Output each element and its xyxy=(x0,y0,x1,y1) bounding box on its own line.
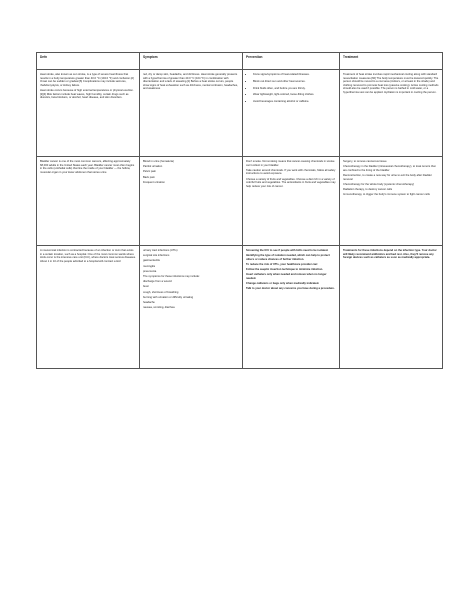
treatment-line: Surgery, to remove cancerous tissue xyxy=(343,160,387,163)
prevention-paragraph: Take caution around chemicals. If you work with chemicals, follow all safety instructions to avoid exposure. xyxy=(246,168,336,176)
prevention-line: Identifying the type of isolation needed, which can help to protect others or reduce chances of further infection. xyxy=(246,254,330,261)
header-symptom: Symptom xyxy=(140,53,243,70)
symptom-paragraph: red, dry or damp skin, headache, and dizziness. Heat stroke generally presents with a hyperthermia of greater than 40.0 °C (104 °F) in combination with disorientation and a lack of sweating.[1] Before a heat stroke occurs, people show signs of heat exhaustion such as dizziness, mental confusion, headaches, and weakness xyxy=(143,73,239,91)
prevention-paragraph: Don't smoke. Not smoking means that cancer-causing chemicals in smoke can't collect in your bladder. xyxy=(246,160,335,167)
symptom-line: Blood in urine (hematuria) xyxy=(143,160,174,163)
cell-prevention xyxy=(243,157,340,246)
table-row-bladder-cancer xyxy=(37,157,443,246)
symptom-line: The symptoms for these infections may include: xyxy=(143,274,200,278)
table-row-heat-stroke xyxy=(37,70,443,157)
list-item: • Know signs/symptoms of heat-related illnesses. xyxy=(253,73,336,77)
cell-treatment xyxy=(340,157,443,246)
cell-symptom xyxy=(140,70,243,157)
symptom-line: Painful urination xyxy=(143,165,163,169)
symptom-line: nausea, vomiting, diarrhea xyxy=(143,306,175,310)
list-item: • Drink fluids often, and before you are thirsty. xyxy=(253,87,336,91)
cell-defn xyxy=(37,70,140,157)
treatment-line: Immunotherapy, to trigger the body's immune system to fight cancer cells xyxy=(343,193,430,197)
prevention-paragraph: Choose a variety of fruits and vegetables. Choose a diet rich in a variety of colorful fruits and vegetables. The antioxidants in fruits and vegetables may help reduce your risk of cancer. xyxy=(246,177,336,188)
prevention-line: Insert catheters only when needed and remove when no longer needed. xyxy=(246,273,327,280)
cell-symptom xyxy=(140,246,243,369)
list-item: • Block out direct sun and other heat sources. xyxy=(253,80,336,84)
list-item: • Wear lightweight, light-colored, loose-fitting clothes. xyxy=(253,93,336,97)
prevention-line: Screening the ICU to see if people with HAIs need to be isolated. xyxy=(246,249,329,252)
symptom-line: cough, shortness of breathing xyxy=(143,290,179,294)
symptom-line: pneumonia xyxy=(143,269,157,273)
symptom-line: urinary tract infections (UTIs) xyxy=(143,249,178,252)
symptom-line: meningitis xyxy=(143,264,156,268)
header-treatment: Treatment xyxy=(340,53,443,70)
header-prevention: Prevention xyxy=(243,53,340,70)
treatment-line: Chemotherapy for the whole body (systemic chemotherapy) xyxy=(343,182,415,186)
document-sheet xyxy=(36,52,442,369)
table-row-nosocomial-infection xyxy=(37,246,443,369)
symptom-line: discharge from a wound xyxy=(143,280,172,284)
prevention-line: Change catheters or bags only when medically indicated. xyxy=(246,282,320,286)
symptom-line: headache xyxy=(143,300,155,304)
prevention-line: Talk to your doctor about any concerns you have during a procedure. xyxy=(246,287,335,291)
prevention-line: Follow the aseptic insertion technique to minimize infection. xyxy=(246,268,324,272)
cell-defn xyxy=(37,157,140,246)
treatment-line: Chemotherapy in the bladder (intravesical chemotherapy), to treat tumors that are confined to the lining of the bladder xyxy=(343,165,436,172)
prevention-line: To reduce the risk of UTIs, your healthcare provider can: xyxy=(246,262,319,266)
prevention-list xyxy=(246,73,336,104)
symptom-line: Back pain xyxy=(143,175,155,179)
defn-paragraph: Heat stroke occurs because of high external temperatures or physical exertion.[2][4] Risk factors include heat waves, high humidity, certain drugs such as diuretics, beta blockers, or alcohol, heart disease, and skin disorders. xyxy=(40,88,134,100)
list-item: • Avoid beverages containing alcohol or caffeine. xyxy=(253,100,336,104)
symptom-line: Pelvic pain xyxy=(143,170,156,174)
symptom-line: Frequent urination xyxy=(143,180,165,184)
treatment-line: Reconstruction, to create a new way for urine to exit the body after bladder removal xyxy=(343,173,432,181)
cell-prevention xyxy=(243,246,340,369)
cell-treatment xyxy=(340,70,443,157)
cell-treatment xyxy=(340,246,443,369)
symptom-line: gastroenteritis xyxy=(143,259,160,263)
cell-symptom xyxy=(140,157,243,246)
symptom-line: burning with urination or difficulty urinating xyxy=(143,295,194,299)
treatment-line: Radiation therapy, to destroy cancer cells xyxy=(343,187,393,191)
symptom-line: surgical site infections xyxy=(143,254,170,258)
defn-paragraph: A nosocomial infection is contracted because of an infection or toxin that exists in a certain location, such as a hospital. One of the most common wards where HAIs occur is the intensive care unit (ICU), where doctors treat serious diseases. About 1 in 10 of the people admitted to a hospital will contract a HAI xyxy=(40,249,136,263)
header-defn: Defn xyxy=(37,53,140,70)
cell-prevention xyxy=(243,70,340,157)
header-row xyxy=(37,53,443,70)
treatment-paragraph: Treatments for these infections depend on the infection type. Your doctor will likely recommend antibiotics and bed rest. Also, they'll remove any foreign devices such as catheters as soon as medically appropriate. xyxy=(343,249,437,260)
treatment-paragraph: Treatment of heat stroke involves rapid mechanical cooling along with standard resuscitation measures.[60] The body temperature must be lowered quickly. The person should be moved to a cool area (indoors, or at least in the shade) and clothing removed to promote heat loss (passive cooling). Active cooling methods should also be used if possible: The person is bathed in cold water, or a hyperthermia vest can be applied. Hydration is important in cooling the person. xyxy=(343,73,439,94)
symptom-line: fever xyxy=(143,285,149,289)
cell-defn xyxy=(37,246,140,369)
defn-paragraph: Heat stroke, also known as sun stroke, is a type of severe heat illness that results in a body temperature greater than 40.0 °C (104.0 °F) and confusion.[2] Onset can be sudden or gradual.[6] Complications may include seizures, rhabdomyolysis, or kidney failure. xyxy=(40,73,134,87)
defn-paragraph: Bladder cancer is one of the most common cancers, affecting approximately 68,000 adults in the United States each year. Bladder cancer most often begins in the cells (urothelial cells) that line the inside of your bladder — the hollow, muscular organ in your lower abdomen that stores urine xyxy=(40,160,135,174)
disease-table xyxy=(36,52,443,369)
